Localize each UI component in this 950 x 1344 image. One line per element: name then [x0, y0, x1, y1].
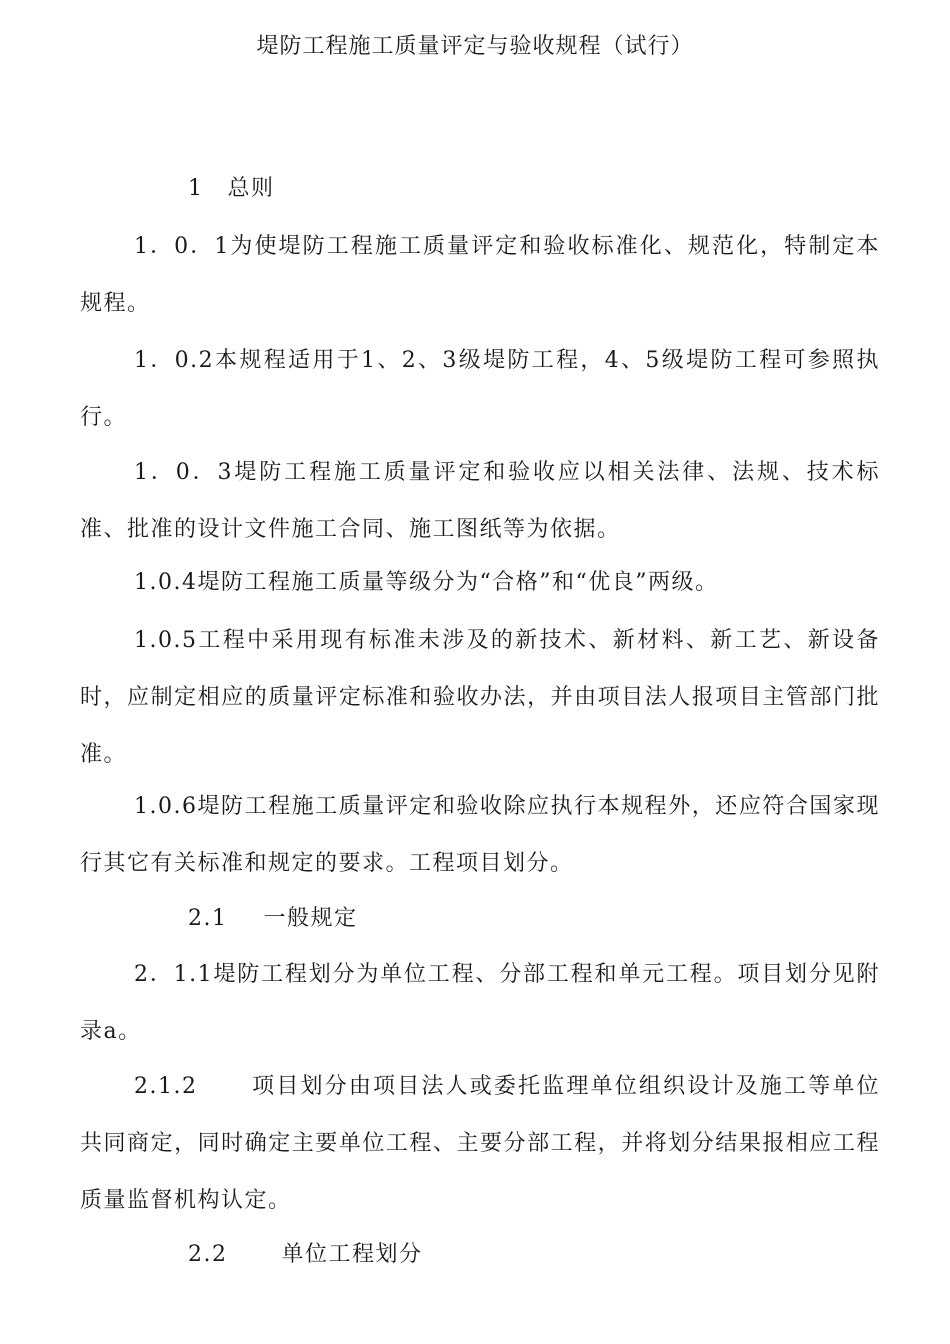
clause-1-0-2 [80, 332, 880, 446]
clause-number: 2．1.1 [134, 962, 214, 987]
clause-1-0-4 [80, 554, 880, 611]
clause-number: 1．0.2 [134, 348, 215, 373]
clause-number: 1.0.6 [134, 794, 198, 819]
section-title: 总则 [227, 176, 275, 201]
section-number: 2.2 [188, 1242, 228, 1267]
clause-text: 堤防工程施工质量评定和验收除应执行本规程外，还应符合国家现行其它有关标准和规定的要求。工程项目划分。 [80, 794, 880, 876]
section-title: 单位工程划分 [281, 1242, 423, 1267]
clause-number: 2.1.2 [134, 1074, 198, 1099]
section-2-2-heading [80, 1226, 880, 1283]
section-title: 一般规定 [263, 906, 358, 931]
section-1-heading [80, 160, 880, 217]
clause-number: 1.0.4 [134, 570, 198, 595]
clause-text: 项目划分由项目法人或委托监理单位组织设计及施工等单位共同商定，同时确定主要单位工程、主要分部工程，并将划分结果报相应工程质量监督机构认定。 [80, 1074, 880, 1213]
clause-2-1-1 [80, 946, 880, 1060]
clause-text: 工程中采用现有标准未涉及的新技术、新材料、新工艺、新设备时，应制定相应的质量评定标准和验收办法，并由项目法人报项目主管部门批准。 [80, 628, 880, 767]
clause-1-0-5 [80, 612, 880, 783]
clause-text: 堤防工程划分为单位工程、分部工程和单元工程。项目划分见附录a。 [80, 962, 880, 1044]
document-title: 堤防工程施工质量评定与验收规程（试行） [256, 34, 694, 59]
clause-number: 1．0．3 [134, 460, 234, 485]
clause-text: 堤防工程施工质量评定和验收应以相关法律、法规、技术标准、批准的设计文件施工合同、施工图纸等为依据。 [80, 460, 880, 542]
clause-1-0-3 [80, 444, 880, 558]
section-2-1-heading [80, 890, 880, 947]
clause-text: 本规程适用于1、2、3级堤防工程，4、5级堤防工程可参照执行。 [80, 348, 880, 430]
section-number: 1 [188, 176, 204, 201]
clause-1-0-1 [80, 218, 880, 332]
clause-number: 1.0.5 [134, 628, 198, 653]
clause-text: 为使堤防工程施工质量评定和验收标准化、规范化，特制定本规程。 [80, 234, 880, 316]
clause-number: 1．0．1 [134, 234, 230, 259]
clause-text: 堤防工程施工质量等级分为“合格”和“优良”两级。 [197, 570, 719, 595]
section-number: 2.1 [188, 906, 228, 931]
clause-2-1-2 [80, 1058, 880, 1229]
clause-1-0-6 [80, 778, 880, 892]
